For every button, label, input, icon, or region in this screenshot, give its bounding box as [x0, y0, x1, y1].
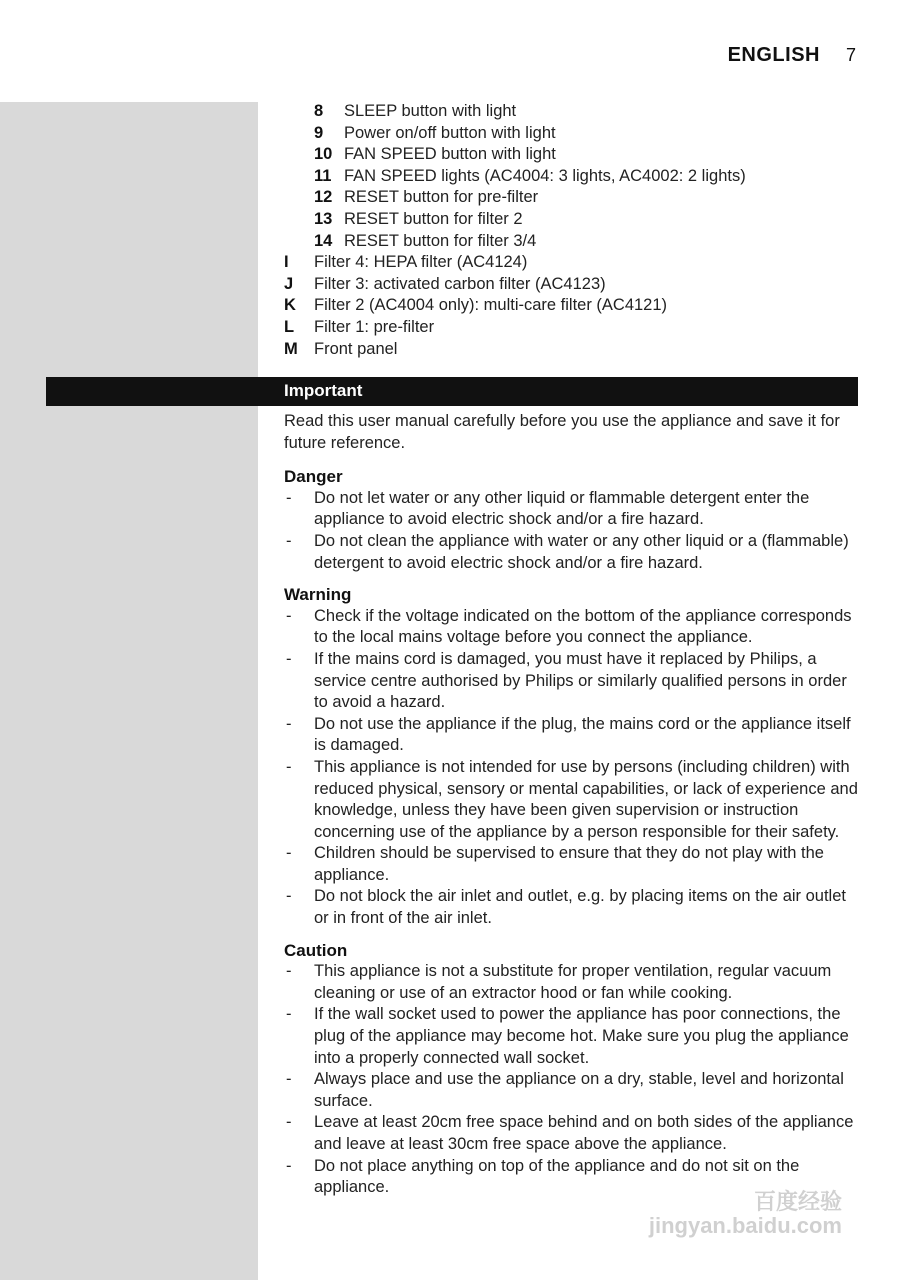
intro-paragraph: Read this user manual carefully before you use the appliance and save it for future reference.	[284, 412, 840, 452]
bullet-item: - Do not place anything on top of the appliance and do not sit on the appliance.	[284, 1156, 859, 1199]
bullet-item: - Do not use the appliance if the plug, the mains cord or the appliance itself is damaged.	[284, 714, 859, 757]
parts-list-item	[284, 274, 856, 296]
bullet-item: - Check if the voltage indicated on the bottom of the appliance corresponds to the local mains voltage before you connect the appliance.	[284, 606, 859, 649]
bullet-item: - This appliance is not a substitute for proper ventilation, regular vacuum cleaning or use of an extractor hood or fan while cooking.	[284, 961, 859, 1004]
part-key: M	[284, 339, 298, 358]
part-key: J	[284, 274, 294, 293]
part-description: Front panel	[314, 339, 398, 358]
part-description: SLEEP button with light	[344, 102, 517, 120]
page-header	[728, 44, 856, 67]
bullet-item: - Children should be supervised to ensure that they do not play with the appliance.	[284, 843, 859, 886]
part-key: 14	[314, 231, 333, 250]
parts-list-item	[284, 252, 856, 274]
parts-list-item	[284, 295, 856, 317]
page-margin-sidebar	[0, 102, 258, 1280]
bullet-list	[284, 961, 859, 1199]
bullet-item: - Always place and use the appliance on a dry, stable, level and horizontal surface.	[284, 1069, 859, 1112]
watermark-line1: 百度经验	[753, 1189, 842, 1214]
parts-list-item	[284, 231, 856, 253]
watermark	[649, 1190, 842, 1238]
bullet-item: - If the wall socket used to power the appliance has poor connections, the plug of the appliance may become hot. Make sure you plug the appliance into a properly connected wall socket.	[284, 1004, 859, 1069]
part-key: 13	[314, 209, 333, 228]
part-description: Filter 3: activated carbon filter (AC4123)	[314, 274, 606, 293]
part-description: RESET button for filter 2	[344, 209, 523, 228]
section-bar	[46, 377, 858, 406]
parts-list-item	[284, 144, 856, 166]
page-number: 7	[845, 45, 856, 65]
bullet-item: - Do not let water or any other liquid or flammable detergent enter the appliance to avoid electric shock and/or a fire hazard.	[284, 488, 859, 531]
bullet-item: - Do not block the air inlet and outlet, e.g. by placing items on the air outlet or in front of the air inlet.	[284, 886, 859, 929]
bullet-list	[284, 488, 859, 574]
section-title: Important	[284, 381, 363, 400]
parts-list	[284, 101, 856, 360]
part-key: 12	[314, 188, 333, 207]
main-content	[284, 411, 859, 1209]
part-description: FAN SPEED lights (AC4004: 3 lights, AC4002: 2 lights)	[344, 166, 746, 185]
part-key: 9	[314, 123, 324, 142]
parts-list-item	[284, 123, 856, 145]
watermark-line2: jingyan.baidu.com	[648, 1213, 842, 1238]
parts-list-item	[284, 101, 856, 123]
part-description: Filter 1: pre-filter	[314, 317, 435, 336]
part-key: 8	[314, 102, 324, 120]
part-description: FAN SPEED button with light	[344, 145, 556, 164]
bullet-item: - If the mains cord is damaged, you must have it replaced by Philips, a service centre authorised by Philips or similarly qualified persons in order to avoid a hazard.	[284, 649, 859, 714]
parts-list-item	[284, 339, 856, 361]
bullet-item: - Leave at least 20cm free space behind and on both sides of the appliance and leave at least 30cm free space above the appliance.	[284, 1112, 859, 1155]
part-description: RESET button for filter 3/4	[344, 231, 537, 250]
section-heading-danger: Danger	[284, 467, 343, 487]
part-description: RESET button for pre-filter	[344, 188, 539, 207]
part-description: Filter 4: HEPA filter (AC4124)	[314, 253, 528, 272]
part-key: I	[284, 253, 289, 272]
parts-list-item	[284, 187, 856, 209]
section-heading-caution: Caution	[284, 940, 348, 960]
language-label: ENGLISH	[727, 44, 820, 66]
part-key: 11	[314, 166, 332, 185]
section-heading-warning: Warning	[284, 585, 352, 605]
part-description: Power on/off button with light	[344, 123, 556, 142]
bullet-list	[284, 606, 859, 930]
parts-list-item	[284, 209, 856, 231]
part-key: 10	[314, 145, 333, 164]
part-description: Filter 2 (AC4004 only): multi-care filter (AC4121)	[314, 296, 668, 315]
parts-list-item	[284, 166, 856, 188]
parts-list-item	[284, 317, 856, 339]
safety-sections	[284, 466, 859, 1199]
part-key: L	[284, 317, 295, 336]
bullet-item: - This appliance is not intended for use by persons (including children) with reduced physical, sensory or mental capabilities, or lack of experience and knowledge, unless they have been given supervision or instruction concerning use of the appliance by a person responsible for their safety.	[284, 757, 859, 843]
part-key: K	[284, 296, 296, 315]
bullet-item: - Do not clean the appliance with water or any other liquid or a (flammable) detergent to avoid electric shock and/or a fire hazard.	[284, 531, 859, 574]
